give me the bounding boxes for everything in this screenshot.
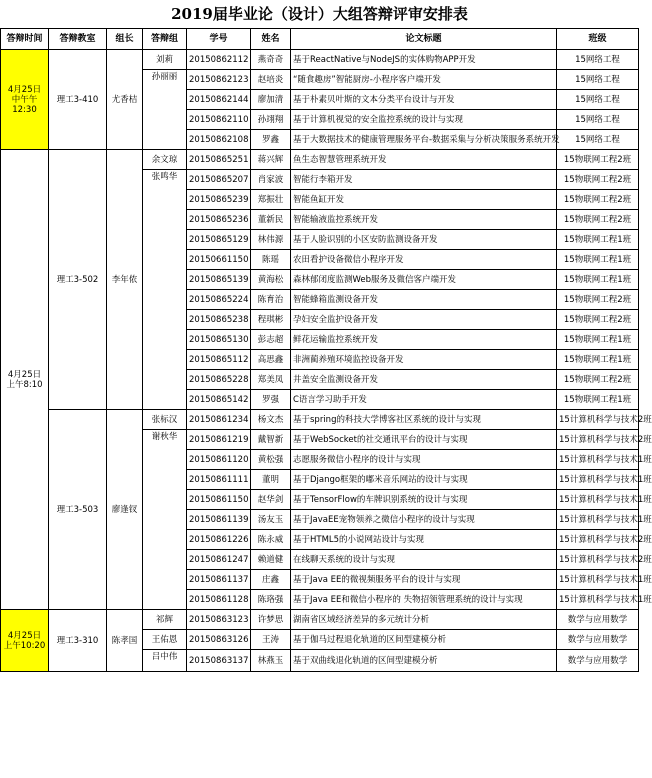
- defense-time-line: 上午8:10: [6, 379, 43, 390]
- student-id-cell: 20150861150: [187, 490, 251, 510]
- class-cell: 15计算机科学与技术1班: [557, 470, 639, 490]
- header-time: 答辩时间: [1, 29, 49, 50]
- student-id-cell: 20150863123: [187, 610, 251, 630]
- leader-cell: 李年侬: [107, 150, 143, 410]
- student-id-cell: 20150865239: [187, 190, 251, 210]
- class-cell: 15计算机科学与技术2班: [557, 430, 639, 450]
- student-id-cell: 20150861234: [187, 410, 251, 430]
- defense-time-line: 上午10:20: [3, 640, 46, 651]
- header-group: 答辩组: [143, 29, 187, 50]
- class-cell: 15物联网工程1班: [557, 250, 639, 270]
- class-cell: 数学与应用数学: [557, 630, 639, 650]
- header-row: [1, 29, 639, 50]
- class-cell: 15计算机科学与技术2班: [557, 530, 639, 550]
- header-thesis-title: 论文标题: [291, 29, 557, 50]
- student-name-cell: 林伟源: [251, 230, 291, 250]
- group-member-cell: 刘莉: [143, 50, 187, 70]
- header-class: 班级: [557, 29, 639, 50]
- thesis-title-cell: 基于人脸识别的小区安防监测设备开发: [291, 230, 557, 250]
- student-name-cell: 汤友玉: [251, 510, 291, 530]
- thesis-title-cell: 基于WebSocket的社交通讯平台的设计与实现: [291, 430, 557, 450]
- room-cell: 理工3-410: [49, 50, 107, 150]
- class-cell: 15物联网工程1班: [557, 330, 639, 350]
- student-id-cell: 20150865238: [187, 310, 251, 330]
- schedule-table: [0, 28, 652, 672]
- student-id-cell: 20150861137: [187, 570, 251, 590]
- defense-time-cell: [1, 610, 49, 672]
- student-id-cell: 20150865251: [187, 150, 251, 170]
- student-name-cell: 罗鑫: [251, 130, 291, 150]
- student-name-cell: 董新民: [251, 210, 291, 230]
- header-name: 姓名: [251, 29, 291, 50]
- student-name-cell: 陈瑶: [251, 250, 291, 270]
- student-name-cell: 郑美凤: [251, 370, 291, 390]
- student-id-cell: 20150861219: [187, 430, 251, 450]
- student-name-cell: 陈永威: [251, 530, 291, 550]
- student-id-cell: 20150865207: [187, 170, 251, 190]
- thesis-title-cell: 湖南省区域经济差异的多元统计分析: [291, 610, 557, 630]
- student-name-cell: 高思鑫: [251, 350, 291, 370]
- room-cell: 理工3-310: [49, 610, 107, 672]
- student-name-cell: 庄鑫: [251, 570, 291, 590]
- thesis-title-cell: 农田看护设备微信小程序开发: [291, 250, 557, 270]
- class-cell: 15网络工程: [557, 110, 639, 130]
- class-cell: 15网络工程: [557, 90, 639, 110]
- student-id-cell: 20150861139: [187, 510, 251, 530]
- class-cell: 15计算机科学与技术2班: [557, 550, 639, 570]
- student-name-cell: 董明: [251, 470, 291, 490]
- student-id-cell: 20150861128: [187, 590, 251, 610]
- thesis-title-cell: 基于双曲线退化轨道的区间型建模分析: [291, 650, 557, 672]
- thesis-title-cell: 森林郁闭度监测Web服务及微信客户端开发: [291, 270, 557, 290]
- group-member-cell: 王佑恩: [143, 630, 187, 650]
- class-cell: 15物联网工程1班: [557, 390, 639, 410]
- class-cell: 15物联网工程2班: [557, 190, 639, 210]
- thesis-title-cell: 智能蜂箱监测设备开发: [291, 290, 557, 310]
- leader-cell: 廖逢钗: [107, 410, 143, 610]
- thesis-title-cell: 孕妇安全监护设备开发: [291, 310, 557, 330]
- thesis-title-cell: 基于TensorFlow的车牌识别系统的设计与实现: [291, 490, 557, 510]
- class-cell: 15计算机科学与技术2班: [557, 410, 639, 430]
- student-id-cell: 20150862110: [187, 110, 251, 130]
- group-member-cell: 孙丽丽: [143, 70, 187, 150]
- defense-time-cell: [1, 150, 49, 610]
- class-cell: 15物联网工程2班: [557, 170, 639, 190]
- student-id-cell: 20150861247: [187, 550, 251, 570]
- student-name-cell: 彭志超: [251, 330, 291, 350]
- student-name-cell: 燕奇奇: [251, 50, 291, 70]
- student-name-cell: 赖道健: [251, 550, 291, 570]
- class-cell: 15计算机科学与技术1班: [557, 490, 639, 510]
- thesis-title-cell: 基于ReactNative与NodeJS的实体购物APP开发: [291, 50, 557, 70]
- group-member-cell: 张鸣华: [143, 170, 187, 410]
- class-cell: 15物联网工程2班: [557, 310, 639, 330]
- student-id-cell: 20150862112: [187, 50, 251, 70]
- header-student-id: 学号: [187, 29, 251, 50]
- leader-cell: 陈孝国: [107, 610, 143, 672]
- student-name-cell: 孙翊翔: [251, 110, 291, 130]
- defense-time-line: 4月25日: [7, 84, 42, 95]
- schedule-body: [1, 50, 652, 672]
- class-cell: 15物联网工程1班: [557, 350, 639, 370]
- class-cell: 15计算机科学与技术1班: [557, 510, 639, 530]
- student-id-cell: 20150865236: [187, 210, 251, 230]
- defense-time-line: 4月25日: [7, 369, 42, 380]
- student-id-cell: 20150865130: [187, 330, 251, 350]
- thesis-title-cell: 基于JavaEE宠物领养之微信小程序的设计与实现: [291, 510, 557, 530]
- student-name-cell: 许梦思: [251, 610, 291, 630]
- thesis-title-cell: 基于Java EE的微视频服务平台的设计与实现: [291, 570, 557, 590]
- student-name-cell: 林燕玉: [251, 650, 291, 672]
- table-row: [1, 610, 639, 630]
- defense-time-line: 中午午: [11, 94, 38, 105]
- thesis-title-cell: 智能输液监控系统开发: [291, 210, 557, 230]
- student-name-cell: 戴智新: [251, 430, 291, 450]
- group-member-cell: 谢秋华: [143, 430, 187, 610]
- class-cell: 15物联网工程2班: [557, 290, 639, 310]
- group-member-cell: 祁辉: [143, 610, 187, 630]
- thesis-title-cell: 井盖安全监测设备开发: [291, 370, 557, 390]
- thesis-title-cell: 鱼生态智慧管理系统开发: [291, 150, 557, 170]
- class-cell: 15计算机科学与技术1班: [557, 570, 639, 590]
- student-id-cell: 20150862123: [187, 70, 251, 90]
- group-member-cell: 余文琼: [143, 150, 187, 170]
- header-room: 答辩教室: [49, 29, 107, 50]
- thesis-title-cell: 非洲蔺养殖环境监控设备开发: [291, 350, 557, 370]
- student-name-cell: 蒋兴辉: [251, 150, 291, 170]
- table-row: [1, 410, 639, 430]
- group-member-cell: 吕中伟: [143, 650, 187, 672]
- student-name-cell: 赵培炎: [251, 70, 291, 90]
- student-id-cell: 20150661150: [187, 250, 251, 270]
- student-id-cell: 20150865112: [187, 350, 251, 370]
- defense-time-line: 4月25日: [7, 630, 42, 641]
- student-name-cell: 程琪彬: [251, 310, 291, 330]
- student-id-cell: 20150865129: [187, 230, 251, 250]
- thesis-title-cell: 基于Java EE和微信小程序的 失物招领管理系统的设计与实现: [291, 590, 557, 610]
- student-name-cell: 杨文杰: [251, 410, 291, 430]
- table-row: [1, 50, 639, 70]
- leader-cell: 尤香桔: [107, 50, 143, 150]
- student-name-cell: 陈珞强: [251, 590, 291, 610]
- class-cell: 15物联网工程2班: [557, 150, 639, 170]
- class-cell: 15计算机科学与技术1班: [557, 450, 639, 470]
- thesis-title-cell: 基于Django框架的嘟米音乐网站的设计与实现: [291, 470, 557, 490]
- thesis-title-cell: 基于计算机视觉的安全监控系统的设计与实现: [291, 110, 557, 130]
- student-name-cell: 黄松强: [251, 450, 291, 470]
- thesis-title-cell: 基于spring的科技大学博客社区系统的设计与实现: [291, 410, 557, 430]
- defense-time-cell: [1, 50, 49, 150]
- class-cell: 15物联网工程2班: [557, 370, 639, 390]
- student-name-cell: 廖加清: [251, 90, 291, 110]
- student-id-cell: 20150862108: [187, 130, 251, 150]
- student-id-cell: 20150861111: [187, 470, 251, 490]
- class-cell: 15计算机科学与技术1班: [557, 590, 639, 610]
- student-id-cell: 20150863126: [187, 630, 251, 650]
- thesis-title-cell: C语言学习助手开发: [291, 390, 557, 410]
- class-cell: 15网络工程: [557, 70, 639, 90]
- group-member-cell: 张标汉: [143, 410, 187, 430]
- student-name-cell: 黄海松: [251, 270, 291, 290]
- student-id-cell: 20150865224: [187, 290, 251, 310]
- thesis-title-cell: 在线聊天系统的设计与实现: [291, 550, 557, 570]
- thesis-title-cell: 基于HTML5的小说网站设计与实现: [291, 530, 557, 550]
- thesis-title-cell: 基于大数据技术的健康管理服务平台-数据采集与分析决策服务系统开发: [291, 130, 557, 150]
- room-cell: 理工3-502: [49, 150, 107, 410]
- defense-time-line: 12:30: [12, 104, 37, 115]
- student-name-cell: 郑振壮: [251, 190, 291, 210]
- page-title: 2019届毕业论（设计）大组答辩评审安排表: [171, 5, 468, 23]
- student-id-cell: 20150865139: [187, 270, 251, 290]
- class-cell: 15网络工程: [557, 50, 639, 70]
- student-id-cell: 20150863137: [187, 650, 251, 672]
- class-cell: 15物联网工程2班: [557, 210, 639, 230]
- class-cell: 数学与应用数学: [557, 650, 639, 672]
- student-id-cell: 20150861226: [187, 530, 251, 550]
- class-cell: 15物联网工程1班: [557, 230, 639, 250]
- thesis-title-cell: 智能行李箱开发: [291, 170, 557, 190]
- student-id-cell: 20150862144: [187, 90, 251, 110]
- table-row: [1, 150, 639, 170]
- student-id-cell: 20150865142: [187, 390, 251, 410]
- class-cell: 15网络工程: [557, 130, 639, 150]
- thesis-title-cell: “随食趣房”智能厨房-小程序客户端开发: [291, 70, 557, 90]
- student-id-cell: 20150865228: [187, 370, 251, 390]
- room-cell: 理工3-503: [49, 410, 107, 610]
- thesis-title-cell: 鲜花运输监控系统开发: [291, 330, 557, 350]
- student-name-cell: 陈育治: [251, 290, 291, 310]
- thesis-title-cell: 智能鱼缸开发: [291, 190, 557, 210]
- student-id-cell: 20150861120: [187, 450, 251, 470]
- student-name-cell: 肖家波: [251, 170, 291, 190]
- class-cell: 15物联网工程1班: [557, 270, 639, 290]
- thesis-title-cell: 志愿服务微信小程序的设计与实现: [291, 450, 557, 470]
- student-name-cell: 王涛: [251, 630, 291, 650]
- class-cell: 数学与应用数学: [557, 610, 639, 630]
- header-leader: 组长: [107, 29, 143, 50]
- student-name-cell: 罗强: [251, 390, 291, 410]
- student-name-cell: 赵华剑: [251, 490, 291, 510]
- thesis-title-cell: 基于伽马过程退化轨道的区间型建模分析: [291, 630, 557, 650]
- thesis-title-cell: 基于朴素贝叶斯的文本分类平台设计与开发: [291, 90, 557, 110]
